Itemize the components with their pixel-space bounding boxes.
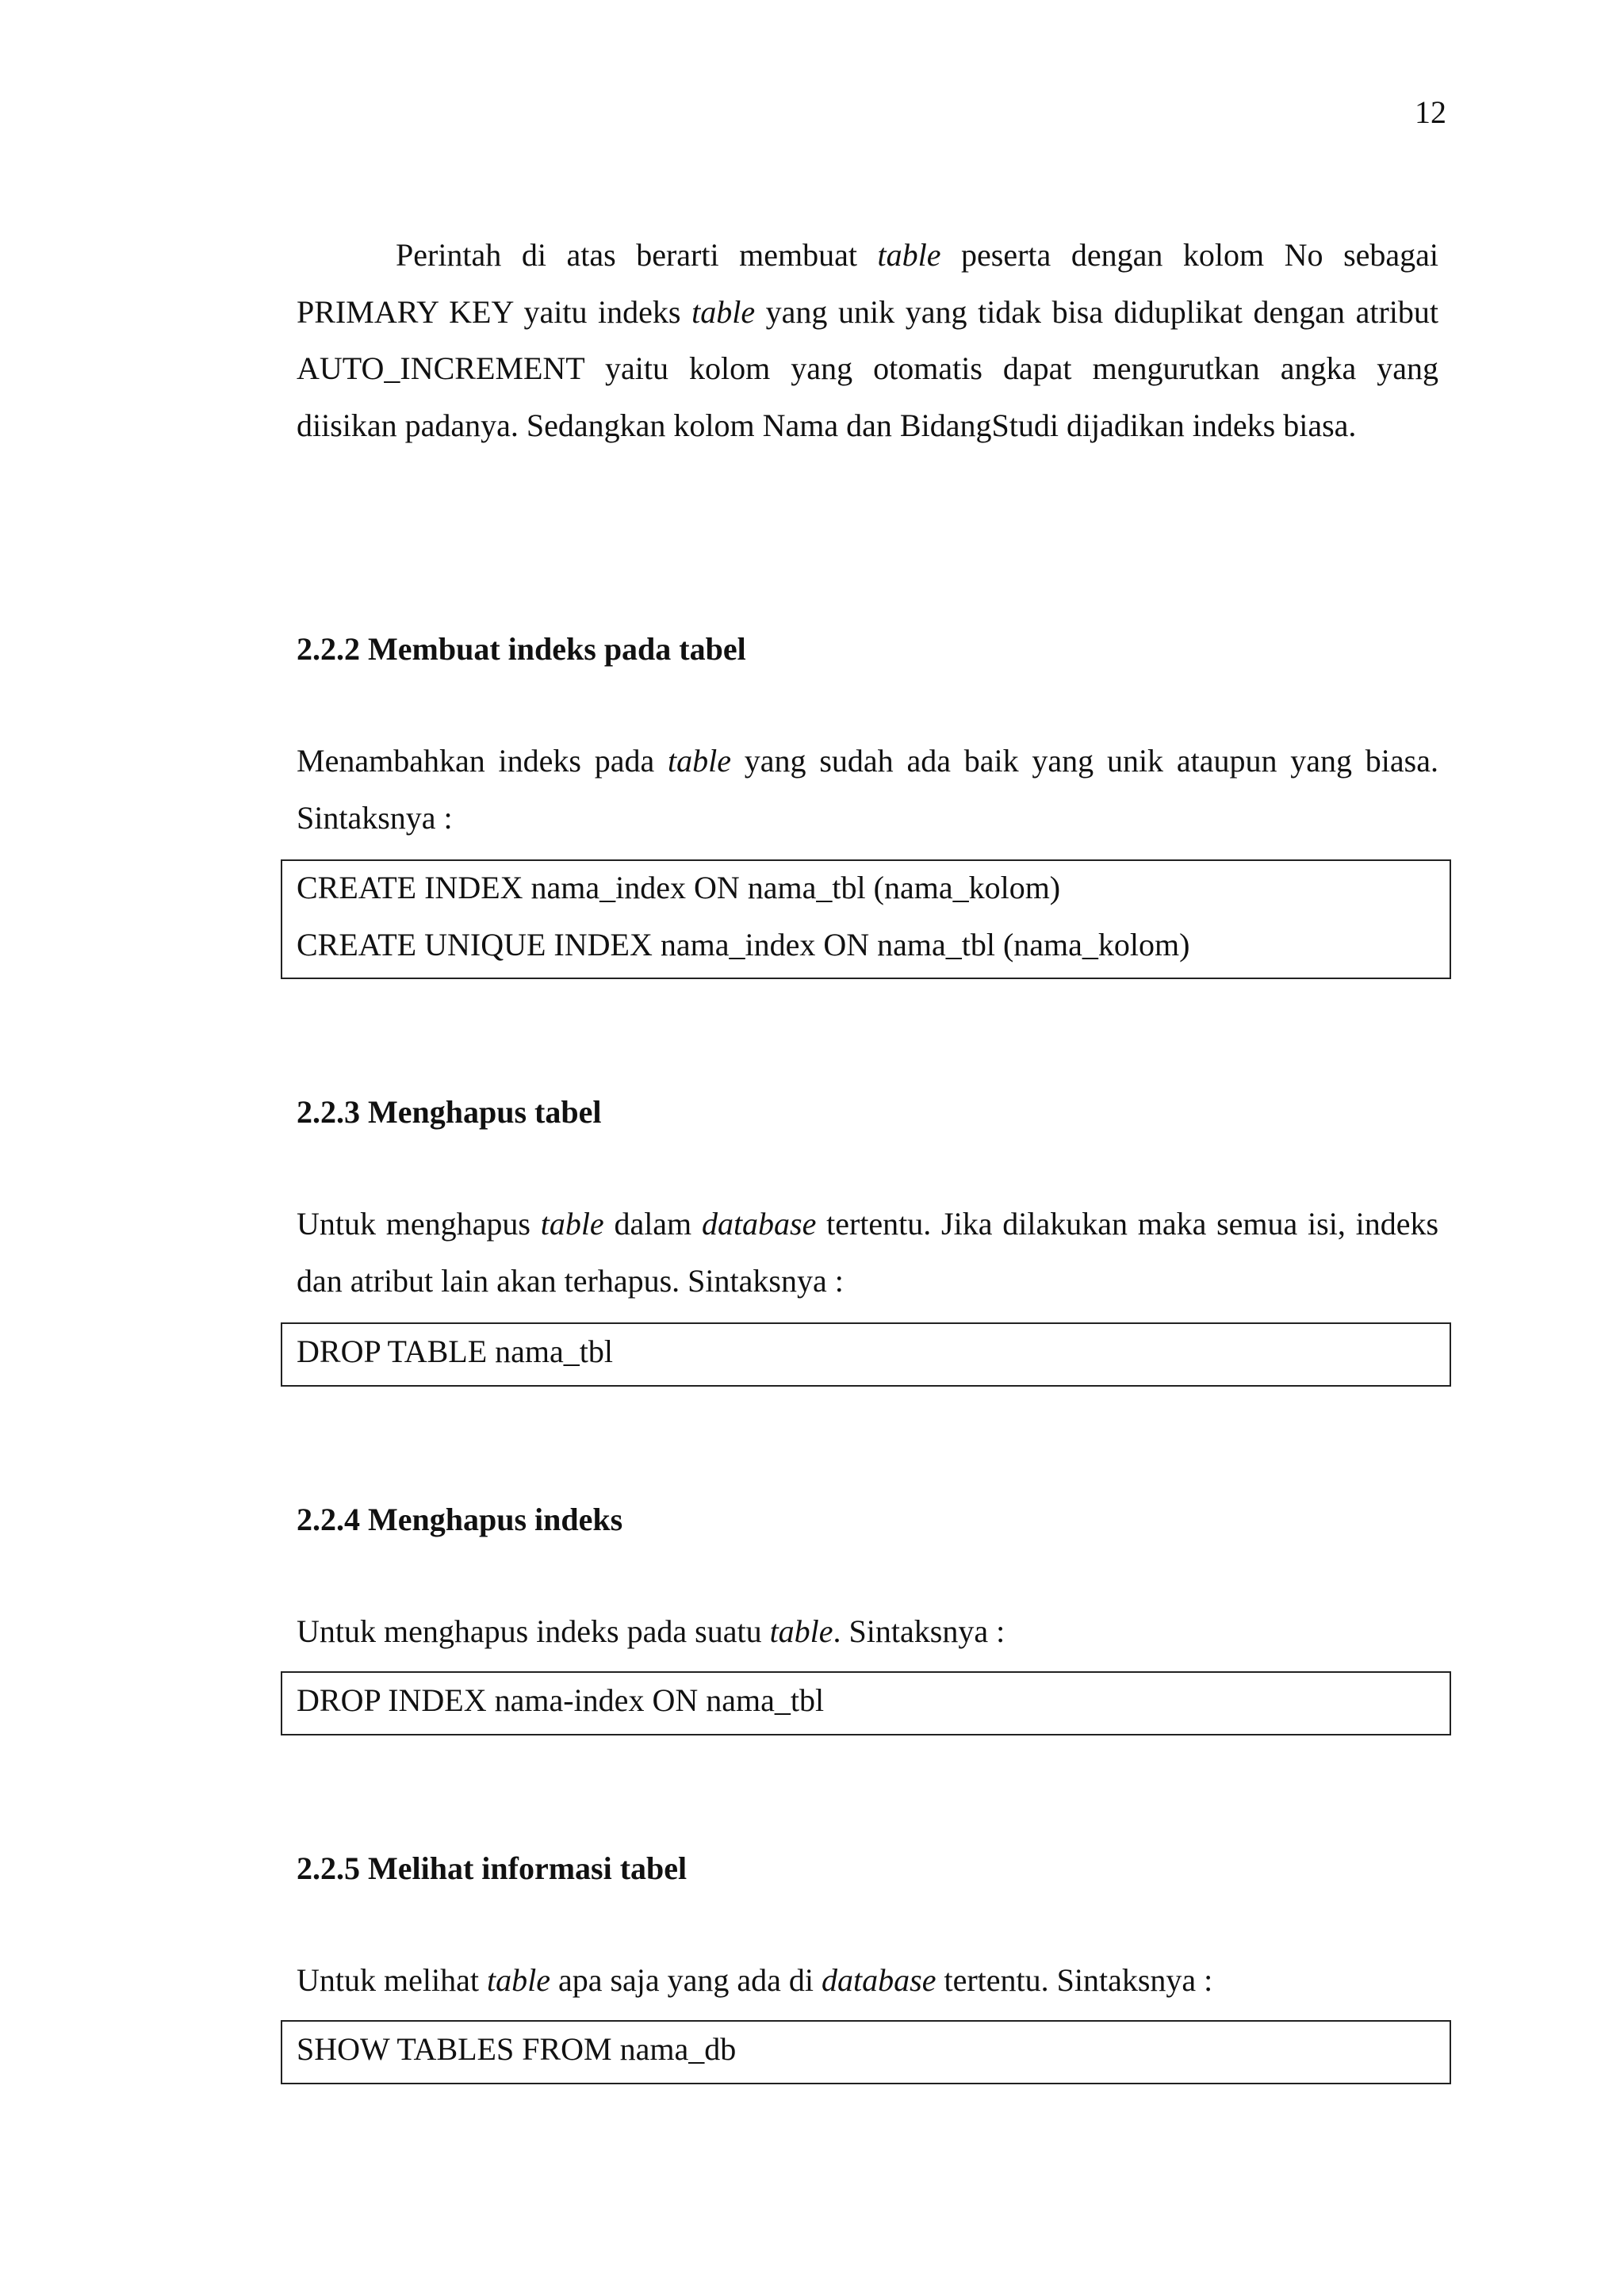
section-heading-2-2-5: 2.2.5 Melihat informasi tabel bbox=[297, 1850, 688, 1886]
emphasis-table: table bbox=[769, 1613, 833, 1649]
code-line: DROP INDEX nama-index ON nama_tbl bbox=[297, 1682, 825, 1718]
code-line: SHOW TABLES FROM nama_db bbox=[297, 2031, 737, 2067]
emphasis-table: table bbox=[486, 1962, 550, 1998]
intro-paragraph: Perintah di atas berarti membuat table peserta dengan kolom No sebagai PRIMARY KEY yaitu indeks table yang unik yang tidak bisa diduplikat dengan atribut AUTO_INCREMENT yaitu kolom yang otomatis dapat mengurutkan angka yang diisikan padanya. Sedangkan kolom Nama dan BidangStudi dijadikan indeks biasa. bbox=[297, 237, 1439, 443]
page-number: 12 bbox=[1415, 94, 1446, 130]
syntax-box-drop-table bbox=[281, 1322, 1451, 1387]
emphasis-table: table bbox=[691, 293, 756, 330]
emphasis-table: table bbox=[668, 743, 731, 779]
emphasis-table: table bbox=[540, 1206, 604, 1242]
code-line: DROP TABLE nama_tbl bbox=[297, 1334, 614, 1369]
emphasis-database: database bbox=[822, 1962, 936, 1998]
syntax-box-drop-index bbox=[281, 1671, 1451, 1735]
section-paragraph-2-2-3: Untuk menghapus table dalam database tertentu. Jika dilakukan maka semua isi, indeks dan atribut lain akan terhapus. Sintaksnya : bbox=[297, 1206, 1439, 1299]
section-heading-2-2-4: 2.2.4 Menghapus indeks bbox=[297, 1502, 623, 1537]
syntax-box-show-tables bbox=[281, 2020, 1451, 2084]
code-line: CREATE INDEX nama_index ON nama_tbl (nama_kolom) bbox=[297, 870, 1061, 905]
syntax-box-create-index bbox=[281, 859, 1451, 979]
section-heading-2-2-3: 2.2.3 Menghapus tabel bbox=[297, 1094, 602, 1130]
section-paragraph-2-2-2: Menambahkan indeks pada table yang sudah ada baik yang unik ataupun yang biasa. Sintaksnya : bbox=[297, 743, 1438, 836]
section-paragraph-2-2-4: Untuk menghapus indeks pada suatu table. Sintaksnya : bbox=[297, 1613, 1005, 1649]
section-heading-2-2-2: 2.2.2 Membuat indeks pada tabel bbox=[297, 631, 746, 667]
section-paragraph-2-2-5: Untuk melihat table apa saja yang ada di database tertentu. Sintaksnya : bbox=[297, 1962, 1213, 1998]
emphasis-table: table bbox=[877, 237, 941, 273]
emphasis-database: database bbox=[701, 1206, 817, 1242]
code-line: CREATE UNIQUE INDEX nama_index ON nama_tbl (nama_kolom) bbox=[297, 926, 1190, 962]
